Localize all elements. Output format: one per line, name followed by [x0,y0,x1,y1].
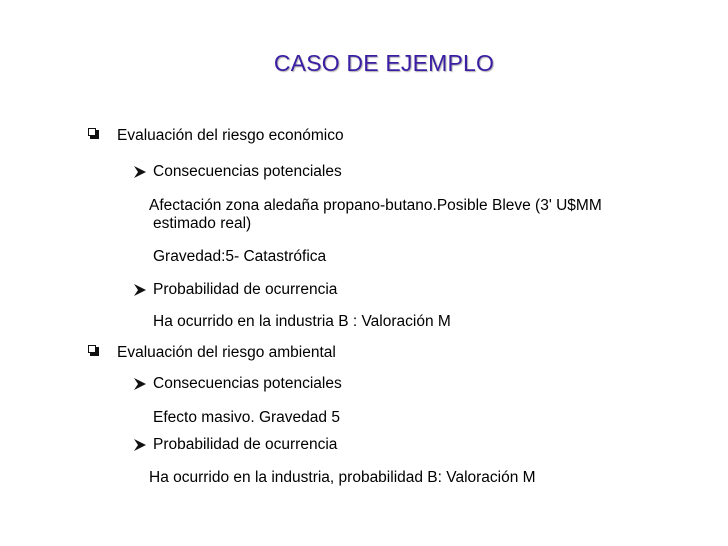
body-text-level3: estimado real) [153,215,252,232]
body-text-level3: Afectación zona aledaña propano-butano.Posible Bleve (3' U$MM [149,197,602,214]
arrow-bullet-icon [133,165,147,179]
body-text-level3: Gravedad:5- Catastrófica [153,248,327,265]
body-text-level3: Ha ocurrido en la industria B : Valoración M [153,313,451,330]
body-text-level3: Efecto masivo. Gravedad 5 [153,409,340,426]
bullet-text-level2: Probabilidad de ocurrencia [153,436,338,453]
body-text-level3: Ha ocurrido en la industria, probabilidad B: Valoración M [149,469,536,486]
bullet-text-level2: Consecuencias potenciales [153,163,342,180]
arrow-bullet-icon [133,438,147,452]
bullet-text-level2: Consecuencias potenciales [153,375,342,392]
arrow-bullet-icon [133,377,147,391]
slide-title: CASO DE EJEMPLO [273,50,495,76]
bullet-text-level2: Probabilidad de ocurrencia [153,281,338,298]
square-bullet-icon [88,128,99,139]
arrow-bullet-icon [133,283,147,297]
square-bullet-icon [88,345,99,356]
bullet-text-level1: Evaluación del riesgo ambiental [117,344,336,361]
bullet-text-level1: Evaluación del riesgo económico [117,127,344,144]
